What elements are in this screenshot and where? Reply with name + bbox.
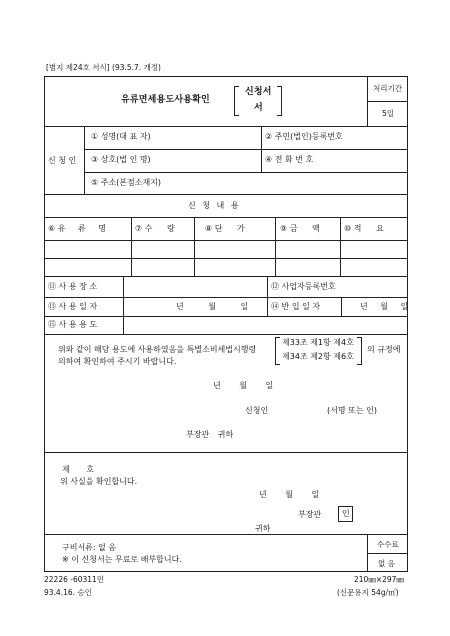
statement-applicant-label: 신청인 — [245, 406, 269, 415]
fee-label: 수수료 — [377, 540, 399, 549]
article-bracket-right — [357, 337, 362, 365]
processing-period-value: 5일 — [382, 109, 395, 118]
statement-date: 년 월 일 — [213, 381, 274, 390]
form-code: 22226 -60311민 — [44, 575, 105, 584]
title-bracket-right — [277, 86, 282, 116]
article-bracket-left — [275, 337, 280, 365]
form-title: 유류면세용도사용확인 — [121, 95, 210, 105]
article-option-1: 제33조 제1항 제4호 — [282, 338, 354, 347]
free-distribution-note: ※ 이 신청서는 무료로 배부합니다. — [62, 555, 182, 564]
statement-addressee: 부장관 귀하 — [186, 430, 234, 439]
business-registration-label: ⑫ 사업자등록번호 — [271, 282, 336, 291]
import-date-label: ⑭ 반 입 일 자 — [271, 302, 321, 311]
address-label: ⑤ 주소(본점소재지) — [91, 178, 162, 187]
column-quantity: ⑦ 수 량 — [135, 224, 181, 233]
title-option-form: 서 — [254, 103, 263, 113]
section-title: 신 청 내 용 — [188, 201, 241, 210]
title-bracket-left — [234, 86, 239, 116]
processing-period-label: 처리기간 — [373, 84, 402, 93]
use-purpose-label: ⑮ 사 용 용 도 — [48, 320, 98, 329]
approval-date: 93.4.16. 승인 — [44, 588, 92, 597]
paper-type: (신문용지 54g/㎡) — [337, 588, 399, 597]
company-name-label: ③ 상호(법 인 명) — [91, 155, 151, 164]
fee-value: 없 음 — [378, 559, 395, 568]
column-unit-price: ⑧ 단 가 — [205, 224, 251, 233]
import-date-value: 년 월 일 — [360, 302, 409, 311]
phone-label: ④ 전 화 번 호 — [265, 155, 314, 164]
confirm-chief: 부장관 — [298, 510, 322, 519]
use-date-value: 년 월 일 — [176, 302, 249, 311]
signature-note: (서명 또는 인) — [327, 406, 377, 415]
statement-line1: 위와 같이 해당 용도에 사용하였음을 특별소비세법시행령 — [58, 345, 257, 354]
column-amount: ⑨ 금 액 — [280, 224, 326, 233]
form-header-note: [별지 제24호 서식] (93.5.7. 개정) — [46, 63, 161, 72]
paper-size: 210㎜×297㎜ — [354, 575, 404, 584]
use-place-label: ⑪ 사 용 장 소 — [48, 282, 98, 291]
statement-line1-end: 의 규정에 — [367, 345, 401, 354]
article-option-2: 제34조 제2항 제6호 — [282, 352, 354, 361]
applicant-name-label: ① 성명(대 표 자) — [91, 132, 151, 141]
applicant-side-label: 신 청 인 — [48, 156, 77, 165]
confirm-addressee: 귀하 — [255, 524, 271, 533]
column-remarks: ⑩ 적 요 — [344, 224, 390, 233]
seal-mark: 인 — [342, 509, 350, 518]
title-option-application: 신청서 — [245, 87, 272, 97]
confirm-number: 제 호 — [62, 465, 94, 474]
registration-number-label: ② 주민(법인)등록번호 — [265, 132, 343, 141]
use-date-label: ⑬ 사 용 일 자 — [48, 302, 98, 311]
confirm-date: 년 월 일 — [259, 490, 320, 499]
statement-line2: 의하여 확인하여 주시기 바랍니다. — [58, 357, 177, 366]
required-documents: 구비서류: 없 음 — [62, 543, 117, 552]
confirm-text: 위 사실을 확인합니다. — [60, 477, 138, 486]
form-frame — [44, 76, 408, 572]
column-oil-name: ⑥ 유 류 명 — [48, 224, 111, 233]
